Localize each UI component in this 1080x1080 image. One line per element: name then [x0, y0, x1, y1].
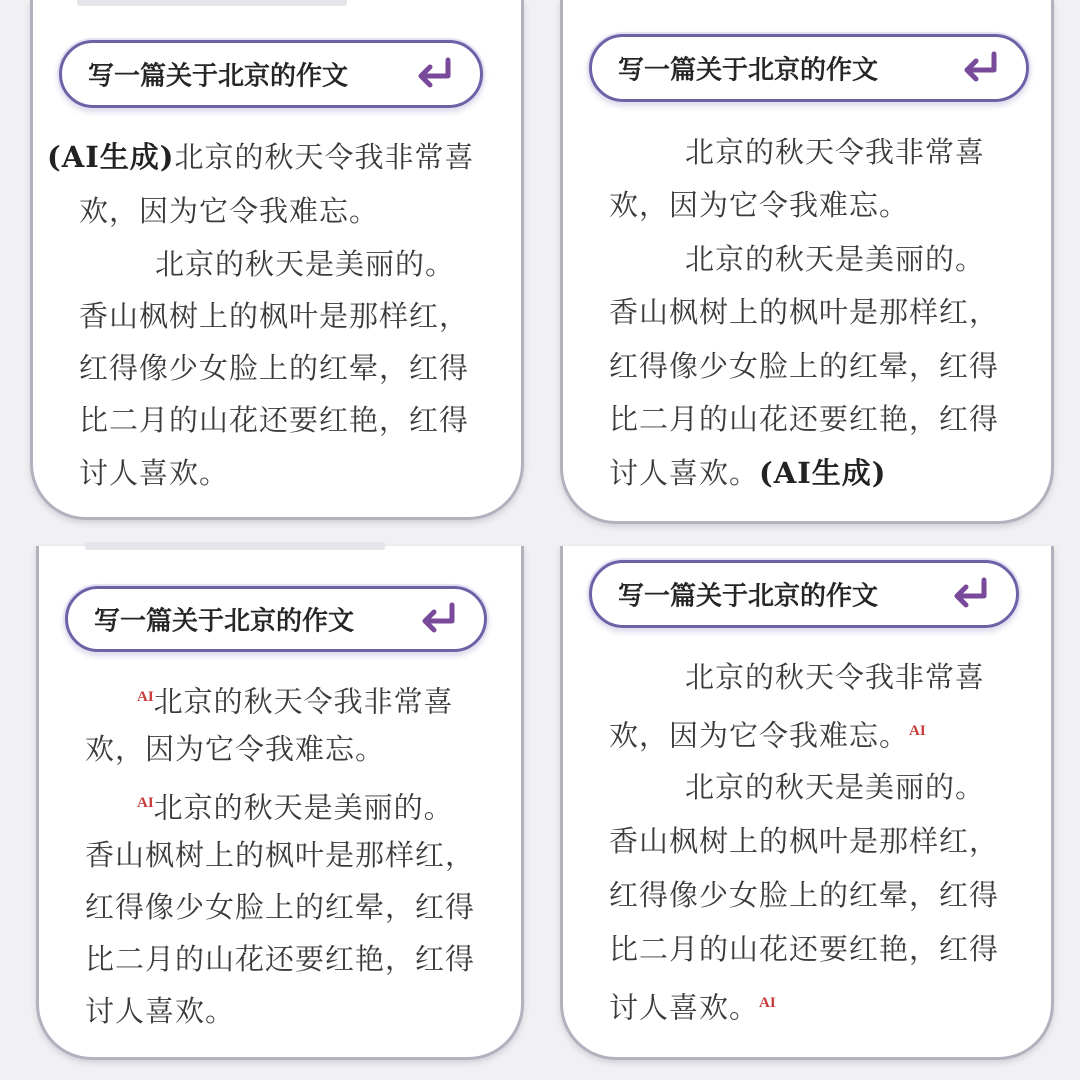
enter-arrow-icon[interactable]: [412, 56, 456, 92]
panel-ai-label-suffix: [560, 0, 1054, 524]
essay-line: 红得像少女脸上的红晕，红得: [609, 878, 1000, 912]
essay-line: 香山枫树上的枫叶是那样红，: [609, 824, 1000, 858]
prompt-input[interactable]: [59, 40, 483, 108]
ai-mark: AI: [137, 795, 154, 811]
essay-line: 欢，因为它令我难忘。: [609, 188, 910, 222]
ai-generated-label: (AI生成): [47, 140, 175, 174]
prompt-text: 写一篇关于北京的作文: [618, 581, 879, 612]
faint-text-fragment: [85, 542, 385, 550]
essay-line: 欢，因为它令我难忘。$^{AI}$: [609, 718, 926, 753]
prompt-input[interactable]: [589, 560, 1019, 628]
panel-ai-label-prefix: [30, 0, 524, 520]
essay-line: 红得像少女脸上的红晕，红得: [85, 890, 476, 924]
essay-line: 北京的秋天是美丽的。: [155, 247, 456, 281]
prompt-input[interactable]: [589, 34, 1029, 102]
panel-ai-superscript-end: [560, 546, 1054, 1060]
essay-line: 红得像少女脸上的红晕，红得: [609, 349, 1000, 383]
essay-line: 香山枫树上的枫叶是那样红，: [85, 838, 476, 872]
prompt-text: 写一篇关于北京的作文: [618, 55, 879, 86]
essay-line: 讨人喜欢。$^{AI}$: [609, 990, 776, 1025]
enter-arrow-icon[interactable]: [948, 576, 992, 612]
essay-line: 北京的秋天令我非常喜: [685, 135, 986, 169]
essay-line: 讨人喜欢。(AI生成): [609, 456, 887, 490]
ai-mark: AI: [137, 689, 154, 705]
essay-line: 欢，因为它令我难忘。: [79, 194, 380, 228]
essay-line: 香山枫树上的枫叶是那样红，: [79, 299, 470, 333]
ai-mark: AI: [759, 995, 776, 1011]
essay-line: 香山枫树上的枫叶是那样红，: [609, 295, 1000, 329]
essay-line: 北京的秋天是美丽的。: [685, 242, 986, 276]
essay-line: 比二月的山花还要红艳，红得: [609, 932, 1000, 966]
prompt-text: 写一篇关于北京的作文: [94, 606, 355, 637]
enter-arrow-icon[interactable]: [416, 601, 460, 637]
essay-line: 北京的秋天是美丽的。: [685, 770, 986, 804]
essay-line: 比二月的山花还要红艳，红得: [85, 942, 476, 976]
essay-line: 讨人喜欢。: [85, 994, 236, 1028]
panel-ai-superscript-start: [36, 546, 524, 1060]
essay-line: $^{AI}$北京的秋天是美丽的。: [137, 790, 454, 825]
essay-line: 比二月的山花还要红艳，红得: [609, 402, 1000, 436]
prompt-input[interactable]: [65, 586, 487, 652]
essay-line: 讨人喜欢。: [79, 456, 230, 490]
essay-line: 欢，因为它令我难忘。: [85, 732, 386, 766]
essay-line: 比二月的山花还要红艳，红得: [79, 403, 470, 437]
essay-line: $^{AI}$北京的秋天令我非常喜: [137, 684, 454, 719]
faint-text-fragment: [77, 0, 347, 6]
enter-arrow-icon[interactable]: [958, 50, 1002, 86]
ai-mark: AI: [909, 723, 926, 739]
essay-line: 北京的秋天令我非常喜: [685, 660, 986, 694]
ai-generated-label: (AI生成): [759, 456, 887, 490]
essay-line: (AI生成)北京的秋天令我非常喜: [47, 140, 475, 174]
essay-line: 红得像少女脸上的红晕，红得: [79, 351, 470, 385]
prompt-text: 写一篇关于北京的作文: [88, 61, 349, 92]
